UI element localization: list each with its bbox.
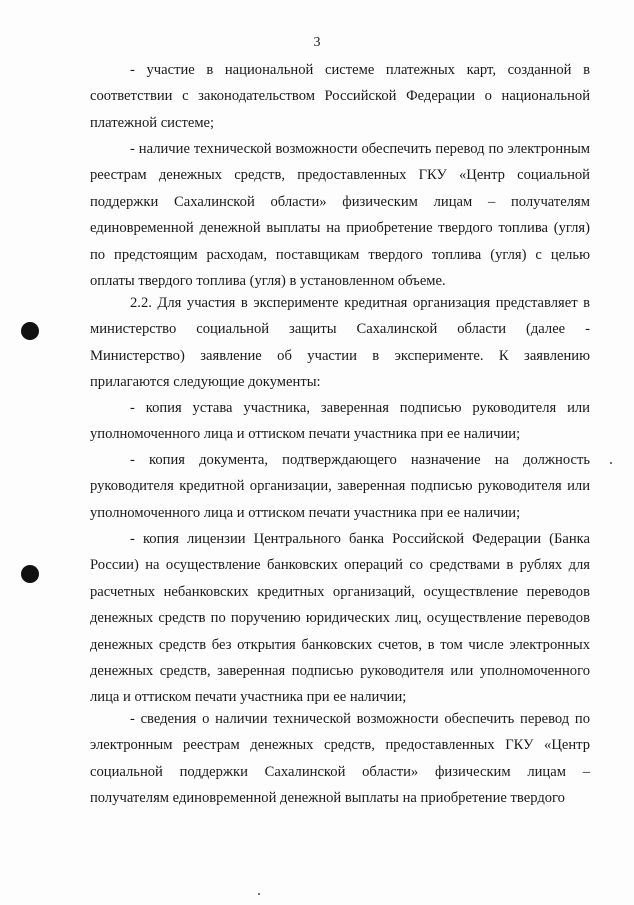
scan-speck xyxy=(610,462,612,464)
paragraph-charter-copy: - копия устава участника, заверенная подписью руководителя или уполномоченного лица и оттиском печати участника при ее наличии; xyxy=(90,400,590,443)
scan-speck xyxy=(258,893,260,895)
paragraph-technical-info: - сведения о наличии технической возможности обеспечить перевод по электронным реестрам денежных средств, предоставленных ГКУ «Центр социальной поддержки Сахалинской области» физическим лицам – получателям единовременной денежной выплаты на приобретение твердого xyxy=(90,711,590,807)
paragraph-technical-capability: - наличие технической возможности обеспечить перевод по электронным реестрам денежных средств, предоставленных ГКУ «Центр социальной поддержки Сахалинской области» физическим лицам – получателям единовременной денежной выплаты на приобретение твердого топлива (угля) по предстоящим расходам, поставщикам твердого топлива (угля) с целью оплаты твердого топлива (угля) в установленном объеме. xyxy=(90,141,590,290)
punch-hole-lower xyxy=(21,565,39,583)
paragraph-license-copy: - копия лицензии Центрального банка Российской Федерации (Банка России) на осуществление банковских операций со средствами в рублях для расчетных небанковских кредитных организаций, осуществление переводов денежных средств по поручению юридических лиц, осуществление переводов денежных средств без открытия банковских счетов, в том числе электронных денежных средств, заверенная подписью руководителя или уполномоченного лица и оттиском печати участника при ее наличии; xyxy=(90,531,590,706)
page-number: 3 xyxy=(313,35,321,50)
paragraph-appointment-copy: - копия документа, подтверждающего назначение на должность руководителя кредитной организации, заверенная подписью руководителя или уполномоченного лица и оттиском печати участника при ее наличии; xyxy=(90,452,590,521)
punch-hole-upper xyxy=(21,322,39,340)
paragraph-payment-system: - участие в национальной системе платежных карт, созданной в соответствии с законодательством Российской Федерации о национальной платежной системе; xyxy=(90,62,590,131)
paragraph-section-2-2: 2.2. Для участия в эксперименте кредитная организация представляет в министерство социальной защиты Сахалинской области (далее - Министерство) заявление об участии в эксперименте. К заявлению прилагаются следующие документы: xyxy=(90,295,590,391)
